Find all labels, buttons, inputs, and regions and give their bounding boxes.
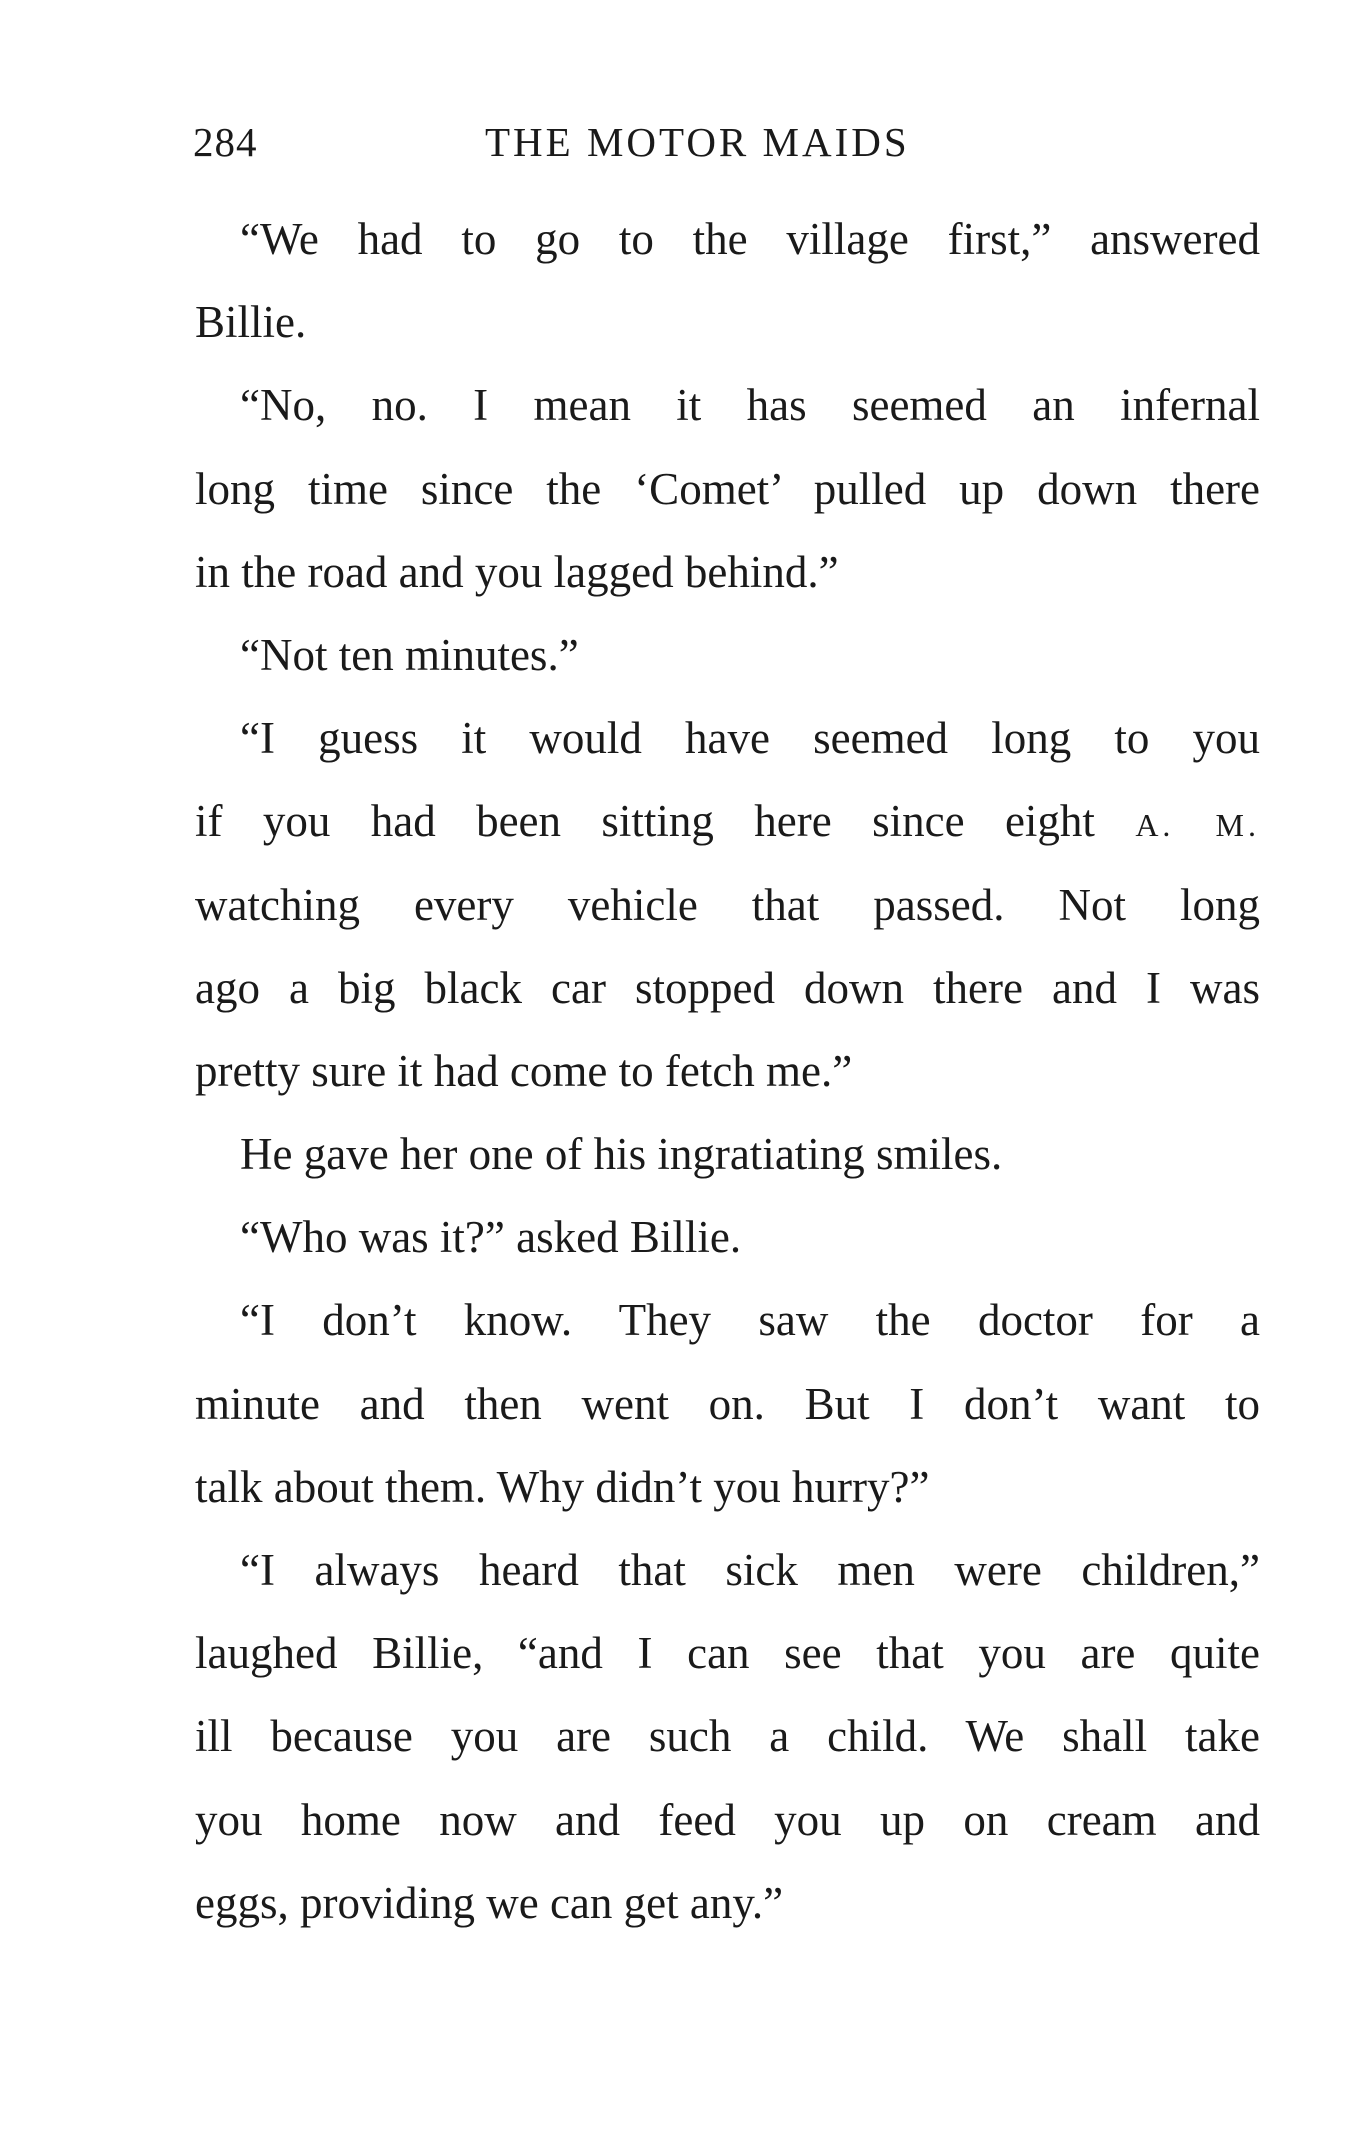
- text-line-content: “I don’t know. They saw the doctor for a: [240, 1295, 1260, 1346]
- text-line-content: you home now and feed you up on cream and: [195, 1794, 1260, 1845]
- text-line-content: in the road and you lagged behind.”: [195, 546, 839, 597]
- text-line: [195, 780, 1260, 863]
- text-line-content: “I always heard that sick men were children,”: [240, 1545, 1260, 1595]
- text-line: [195, 1279, 1260, 1362]
- running-head: [193, 118, 1243, 168]
- text-line-content: “No, no. I mean it has seemed an infernal: [240, 380, 1260, 431]
- text-line-content: He gave her one of his ingratiating smiles.: [240, 1129, 1003, 1180]
- text-line: [195, 1695, 1260, 1778]
- text-line-content: Billie.: [195, 297, 307, 348]
- text-line-content: “We had to go to the village first,” answered: [240, 214, 1260, 264]
- text-line-content: ago a big black car stopped down there and I was: [195, 962, 1260, 1013]
- body-text: [195, 198, 1260, 1945]
- page-number: 284: [193, 119, 258, 165]
- running-title: THE MOTOR MAIDS: [485, 119, 910, 165]
- text-line-content: if you had been sitting here since eight: [195, 796, 1095, 847]
- text-line-content: long time since the ‘Comet’ pulled up down there: [195, 463, 1260, 514]
- text-line-content: talk about them. Why didn’t you hurry?”: [195, 1461, 930, 1512]
- text-line: [195, 697, 1260, 780]
- text-line: [195, 281, 1260, 364]
- text-line: [195, 1446, 1260, 1529]
- text-line: [195, 614, 1260, 697]
- text-line: [195, 1862, 1260, 1945]
- text-line: [195, 1779, 1260, 1862]
- text-line: [195, 1196, 1260, 1279]
- text-line-content: minute and then went on. But I don’t want to: [195, 1378, 1260, 1429]
- small-caps-abbrev: A. M.: [1135, 807, 1260, 844]
- text-line-content: ill because you are such a child. We shall take: [195, 1711, 1260, 1762]
- text-line: [195, 1612, 1260, 1695]
- text-line: [195, 1363, 1260, 1446]
- text-line: [195, 198, 1260, 281]
- text-line-content: laughed Billie, “and I can see that you are quite: [195, 1628, 1260, 1679]
- text-line: [195, 1529, 1260, 1612]
- text-line: [195, 531, 1260, 614]
- text-line: [195, 448, 1260, 531]
- text-line-content: pretty sure it had come to fetch me.”: [195, 1045, 853, 1096]
- text-line: [195, 1113, 1260, 1196]
- text-line-content: “Who was it?” asked Billie.: [240, 1212, 742, 1263]
- text-line-content: “I guess it would have seemed long to you: [240, 713, 1260, 764]
- text-line: [195, 864, 1260, 947]
- text-line: [195, 364, 1260, 447]
- text-line: [195, 1030, 1260, 1113]
- text-line-content: “Not ten minutes.”: [240, 629, 579, 680]
- text-line: [195, 947, 1260, 1030]
- text-line-content: eggs, providing we can get any.”: [195, 1877, 784, 1928]
- text-line-content: watching every vehicle that passed. Not long: [195, 879, 1260, 930]
